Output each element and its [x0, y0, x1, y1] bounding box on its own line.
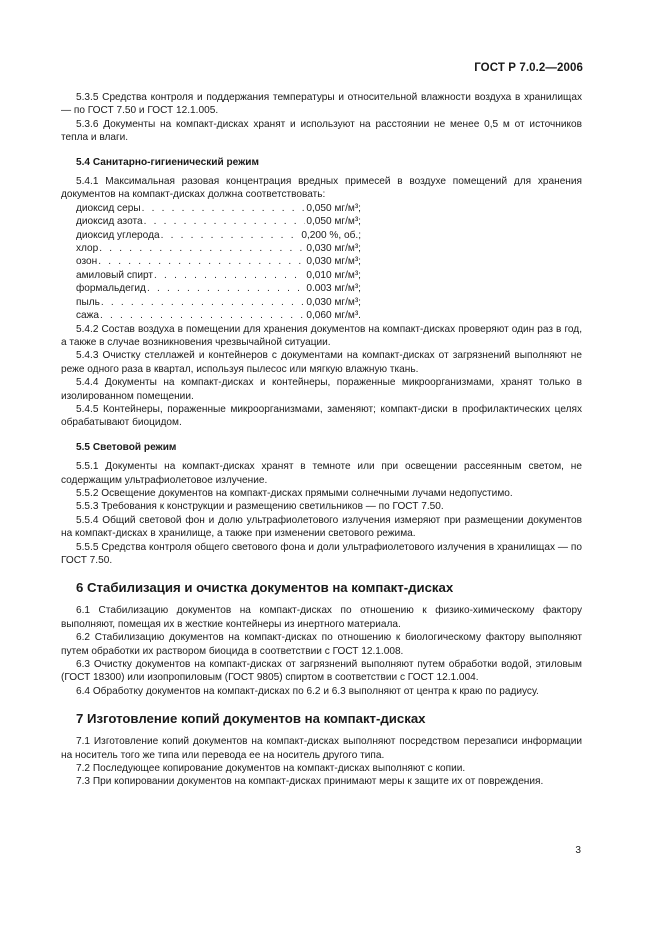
clause-5-5-5: 5.5.5 Средства контроля общего светового фона и доли ультрафиолетового излучения в хранилищах — по ГОСТ 7.50. [61, 541, 582, 566]
standard-header: ГОСТ Р 7.0.2—2006 [474, 62, 583, 74]
list-item: диоксид азота . . . 0,050 мг/м³; [61, 215, 361, 228]
section-5-5-heading: 5.5 Световой режим [76, 441, 177, 453]
page-content [61, 91, 582, 789]
clause-5-3-5: 5.3.5 Средства контроля и поддержания температуры и относительной влажности воздуха в хранилищах — по ГОСТ 7.50 и ГОСТ 12.1.005. [61, 92, 582, 117]
clause-5-4-4: 5.4.4 Документы на компакт-дисках и контейнеры, пораженные микроорганизмами, хранят только в изолированном помещении. [61, 377, 582, 402]
section-6-heading: 6 Стабилизация и очистка документов на компакт-дисках [76, 580, 454, 596]
clause-5-4-5: 5.4.5 Контейнеры, пораженные микроорганизмами, заменяют; компакт-диски в профилактических целях обрабатывают биоцидом. [61, 403, 582, 429]
section-5-4-heading: 5.4 Санитарно-гигиенический режим [76, 156, 259, 168]
list-item: диоксид серы . . . 0,050 мг/м³; [61, 202, 361, 215]
clause-5-5-4: 5.5.4 Общий световой фон и долю ультрафиолетового излучения измеряют при размещении документов на компакт-дисках в хранилище, а также при изменении светового режима. [61, 514, 582, 540]
list-item: амиловый спирт . . . 0,010 мг/м³; [61, 269, 361, 282]
clause-5-4-1: 5.4.1 Максимальная разовая концентрация вредных примесей в воздухе помещений для хранения документов на компакт-дисках должна соответствовать: [61, 176, 582, 201]
clause-5-4-2: 5.4.2 Состав воздуха в помещении для хранения документов на компакт-дисках проверяют один раз в год, а также в случае возникновения чрезвычайной ситуации. [61, 323, 582, 348]
clause-5-5-2: 5.5.2 Освещение документов на компакт-дисках прямыми солнечными лучами недопустимо. [76, 487, 513, 499]
clause-6-4: 6.4 Обработку документов на компакт-дисках по 6.2 и 6.3 выполняют от центра к краю по радиусу. [76, 685, 539, 697]
page-number: 3 [575, 845, 581, 856]
clause-6-3: 6.3 Очистку документов на компакт-дисках от загрязнений выполняют путем обработки водой, этиловым (ГОСТ 18300) или изопропиловым (ГОСТ 9805) спиртом в соответствии с ГОСТ 12.1.004. [61, 659, 582, 684]
list-item: пыль . . . 0,030 мг/м³; [61, 296, 361, 309]
list-item: диоксид углерода . . . 0,200 %, об.; [61, 229, 361, 242]
clause-5-3-6: 5.3.6 Документы на компакт-дисках хранят и используют на расстоянии не менее 0,5 м от источников тепла и влаги. [61, 118, 582, 144]
clause-6-2: 6.2 Стабилизацию документов на компакт-дисках по отношению к биологическому фактору выполняют путем обработки их раствором биоцида в соответствии с ГОСТ 12.1.008. [61, 632, 582, 657]
section-7-heading: 7 Изготовление копий документов на компакт-дисках [76, 711, 426, 727]
clause-7-1: 7.1 Изготовление копий документов на компакт-дисках выполняют посредством перезаписи информации на носитель того же типа или перевода ее на носитель другого типа. [61, 736, 582, 761]
clause-7-3: 7.3 При копировании документов на компакт-дисках принимают меры к защите их от повреждения. [76, 776, 544, 788]
list-item: сажа . . . 0,060 мг/м³. [61, 309, 361, 322]
list-item: озон . . . 0,030 мг/м³; [61, 255, 361, 268]
clause-5-5-3: 5.5.3 Требования к конструкции и размещению светильников — по ГОСТ 7.50. [76, 501, 444, 513]
pollutant-list [61, 202, 582, 323]
list-item: хлор . . . 0,030 мг/м³; [61, 242, 361, 255]
clause-5-5-1: 5.5.1 Документы на компакт-дисках хранят в темноте или при освещении рассеянным светом, не содержащим ультрафиолетовое излучение. [61, 461, 582, 486]
clause-5-4-3: 5.4.3 Очистку стеллажей и контейнеров с документами на компакт-дисках от загрязнений выполняют не реже одного раза в квартал, используя пылесос или мягкую влажную ткань. [61, 350, 582, 375]
clause-6-1: 6.1 Стабилизацию документов на компакт-дисках по отношению к физико-химическому фактору выполняют, помещая их в жесткие контейнеры из инертного материала. [61, 605, 582, 630]
clause-7-2: 7.2 Последующее копирование документов на компакт-дисках выполняют с копии. [76, 763, 466, 775]
list-item: формальдегид . . . 0.003 мг/м³; [61, 282, 361, 295]
